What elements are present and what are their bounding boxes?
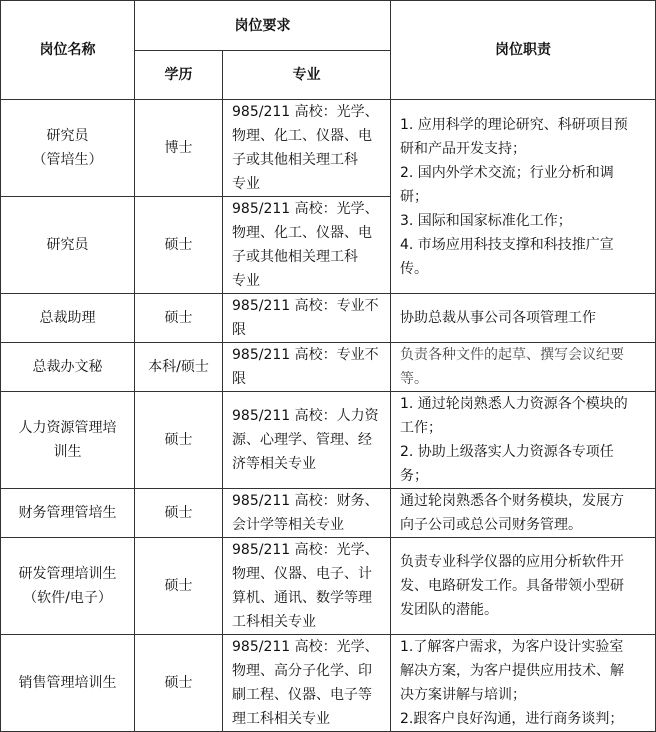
major-text: 限 [232,371,246,387]
education-cell: 本科/硕士 [135,343,223,392]
position-name-cell [1,538,135,635]
duty-text: 务； [400,468,428,484]
duties-cell [391,392,656,489]
position-name: 研发管理培训生 [18,566,117,582]
major-text: 物理、高分子化学、印 [232,663,372,679]
duty-text: 通过轮岗熟悉各个财务模块，发展方 [400,493,624,509]
major-text: 理工科相关专业 [232,711,330,727]
major-text: 算机、通讯、数学等理 [232,590,372,606]
major-cell [223,538,391,635]
duty-text: 解决方案，为客户提供应用技术、解 [400,663,624,679]
duty-text: 协助总裁从事公司各项管理工作 [400,310,596,326]
duty-text: 2.跟客户良好沟通，进行商务谈判； [400,711,624,727]
major-text: 物理、化工、仪器、电 [232,225,372,241]
position-name-cell [1,635,135,732]
position-name: （管培生） [32,152,103,168]
table-row [1,343,656,392]
header-duties: 岗位职责 [391,1,656,100]
header-major: 专业 [223,51,391,100]
position-name-cell [1,343,135,392]
duty-text: 负责各种文件的起草、撰写会议纪要 [400,347,624,363]
major-text: 物理、仪器、电子、计 [232,566,372,582]
position-name-cell [1,294,135,343]
education-cell: 博士 [135,100,223,197]
position-name: 研究员 [46,237,89,253]
header-position-name: 岗位名称 [1,1,135,100]
education-cell: 硕士 [135,538,223,635]
duty-text: 1. 通过轮岗熟悉人力资源各个模块的 [400,396,628,412]
duty-text: 2. 协助上级落实人力资源各专项任 [400,444,614,460]
duty-text: 1. 应用科学的理论研究、科研项目预 [400,116,628,133]
education-cell: 硕士 [135,197,223,294]
table-row [1,635,656,732]
position-name: 训生 [53,444,82,460]
major-text: 物理、化工、仪器、电 [232,128,372,144]
major-text: 工科相关专业 [232,614,316,630]
duty-text: 发团队的潜能。 [400,602,498,618]
duties-cell-research [391,100,656,294]
major-cell [223,343,391,392]
table-row [1,100,656,197]
duty-text: 工作； [400,420,442,436]
major-text: 985/211 高校：人力资 [232,408,379,424]
duty-text: 负责专业科学仪器的应用分析软件开 [400,554,624,570]
header-requirements: 岗位要求 [135,1,391,51]
duty-text: 传。 [400,260,428,277]
table-row [1,538,656,635]
position-name: （软件/电子） [23,590,112,606]
major-text: 985/211 高校：光学、 [232,542,379,558]
duties-cell [391,538,656,635]
duty-text: 等。 [400,371,428,387]
duty-text: 研和产品开发支持； [400,140,526,157]
position-name: 研究员 [46,128,89,144]
major-text: 专业 [232,176,260,192]
major-text: 济等相关专业 [232,456,316,472]
position-name: 销售管理培训生 [18,675,117,691]
major-text: 985/211 高校：光学、 [232,104,379,120]
major-cell [223,294,391,343]
major-text: 子或其他相关理工科 [232,152,358,168]
position-name-cell [1,100,135,197]
table-row [1,392,656,489]
duties-cell [391,294,656,343]
major-text: 子或其他相关理工科 [232,249,358,265]
position-name: 总裁办文秘 [32,359,103,375]
major-cell [223,489,391,538]
duty-text: 1.了解客户需求，为客户设计实验室 [400,639,624,655]
education-cell: 硕士 [135,489,223,538]
duty-text: 4. 市场应用科技支撑和科技推广宣 [400,236,614,253]
education-cell: 硕士 [135,294,223,343]
duty-text: 发、电路研发工作。具备带领小型研 [400,578,624,594]
duty-text: 决方案讲解与培训； [400,687,526,703]
major-text: 刷工程、仪器、电子等 [232,687,372,703]
duty-text: 研； [400,188,428,205]
major-cell [223,100,391,197]
major-text: 985/211 高校：光学、 [232,639,379,655]
position-name-cell [1,489,135,538]
table-row [1,489,656,538]
position-name: 人力资源管理培 [18,420,117,436]
duties-cell [391,489,656,538]
duty-text: 3. 国际和国家标准化工作； [400,212,572,229]
header-education: 学历 [135,51,223,100]
position-name-cell [1,392,135,489]
education-cell: 硕士 [135,392,223,489]
major-text: 985/211 高校：专业不 [232,347,379,363]
major-text: 会计学等相关专业 [232,517,344,533]
duty-text: 向子公司或总公司财务管理。 [400,517,582,533]
position-name: 总裁助理 [39,310,96,326]
major-cell [223,635,391,732]
major-text: 985/211 高校：财务、 [232,493,379,509]
major-text: 985/211 高校：专业不 [232,298,379,314]
table-row [1,294,656,343]
major-text: 专业 [232,273,260,289]
duties-cell [391,635,656,732]
duty-text: 2. 国内外学术交流；行业分析和调 [400,164,614,181]
major-cell [223,197,391,294]
major-text: 985/211 高校：光学、 [232,201,379,217]
major-cell [223,392,391,489]
position-name-cell [1,197,135,294]
position-name: 财务管理管培生 [18,505,117,521]
major-text: 限 [232,322,246,338]
major-text: 源、心理学、管理、经 [232,432,372,448]
education-cell: 硕士 [135,635,223,732]
duties-cell [391,343,656,392]
